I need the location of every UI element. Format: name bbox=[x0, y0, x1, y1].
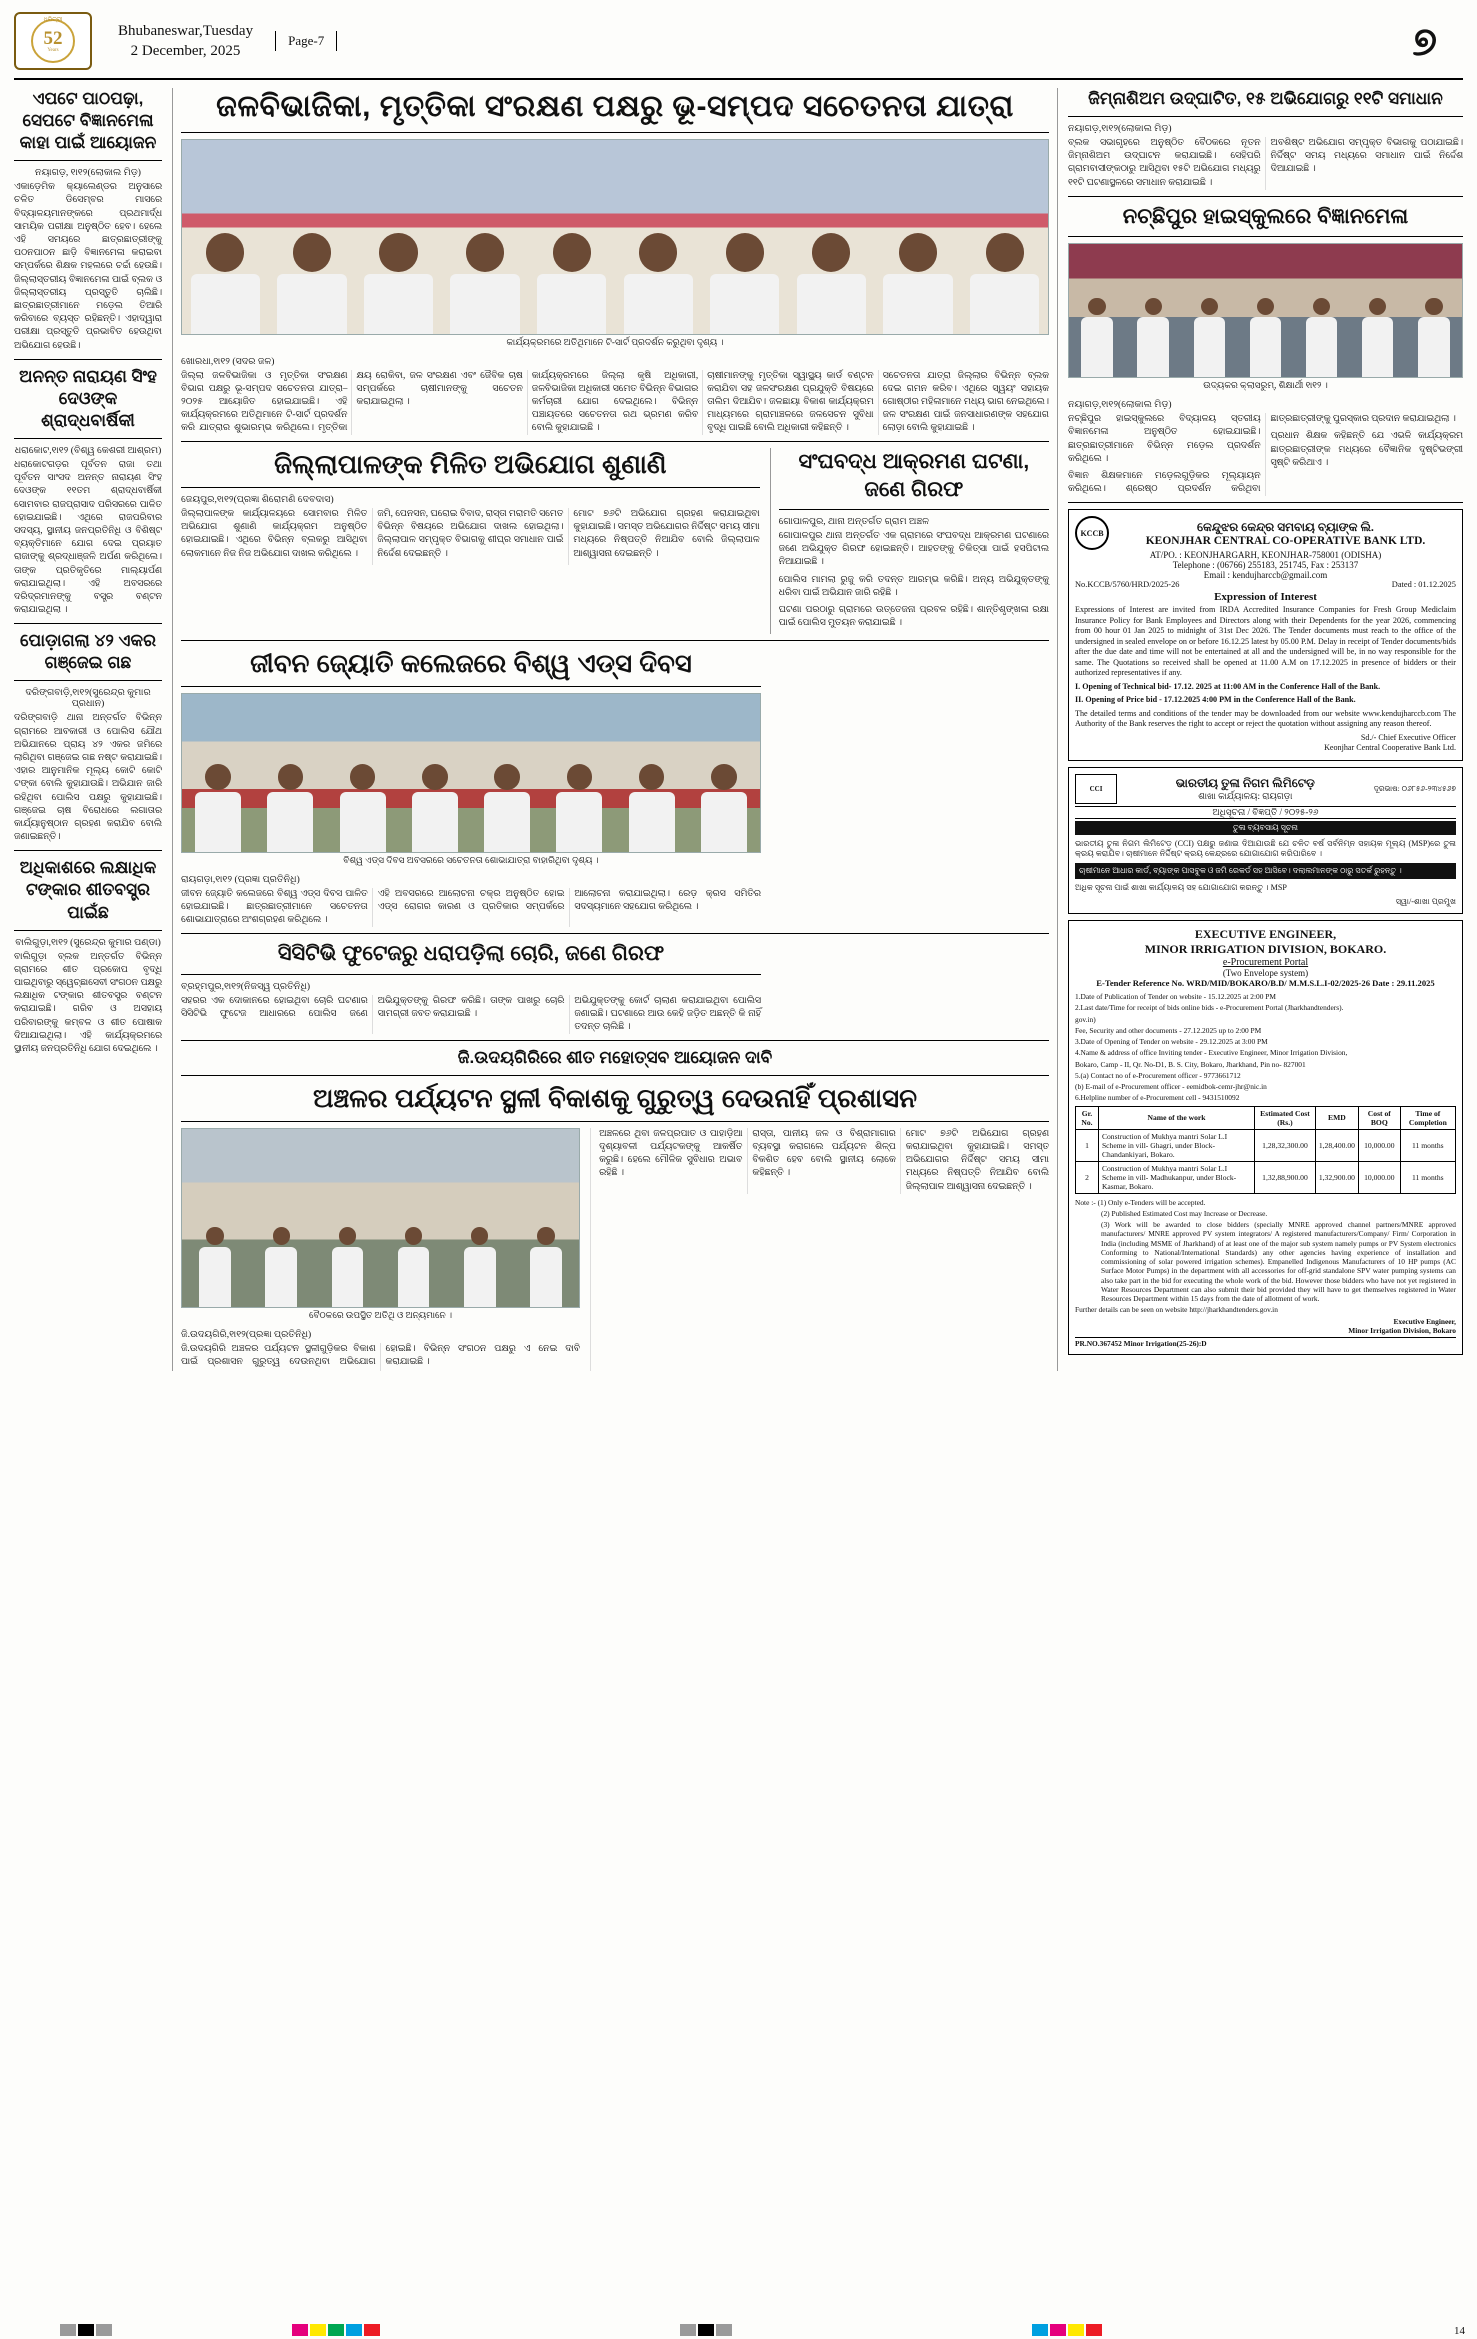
headline: ପୋଡ଼ାଗଲା ୪୨ ଏକର ଗଞ୍ଜେଇ ଗଛ bbox=[20, 631, 156, 673]
column-center bbox=[172, 88, 1058, 1371]
cell-cost: 1,28,32,300.00 bbox=[1255, 1129, 1316, 1161]
eoi-signature-line2: Keonjhar Central Cooperative Bank Ltd. bbox=[1324, 743, 1456, 753]
story-ganja-plants-burned bbox=[14, 630, 162, 844]
story-tourism bbox=[181, 1082, 1049, 1371]
cotton-banner: ତୁଳା ବ୍ୟବସାୟ ସୂଚନା bbox=[1075, 821, 1456, 835]
th-cost-of-boq: Cost of BOQ bbox=[1358, 1106, 1400, 1129]
headline: ଜିମ୍ନାଶିଅମ ଉଦ୍‌ଘାଟିତ, ୧୫ ଅଭିଯୋଗରୁ ୧୧ଟି ସମାଧାନ bbox=[1088, 89, 1443, 108]
logo-top-text: ଧରିତ୍ରୀ bbox=[43, 17, 63, 23]
byline: ବ୍ରହ୍ମପୁର,୧ା୧୨(ନିଜସ୍ୱ ପ୍ରତିନିଧି) bbox=[181, 981, 311, 992]
tender-envelope: (Two Envelope system) bbox=[1222, 968, 1309, 979]
photo-people-group bbox=[182, 754, 760, 852]
lead-headline: ଜଳବିଭାଜିକା, ମୃତ୍ତିକା ସଂରକ୍ଷଣ ପକ୍ଷରୁ ଭୂ-ସମ୍ପଦ ସଚେତନତା ଯାତ୍ରା bbox=[216, 90, 1014, 123]
th-time-of-completion: Time of Completion bbox=[1400, 1106, 1455, 1129]
table-row bbox=[1076, 1129, 1456, 1161]
cell-gr-no: 2 bbox=[1076, 1161, 1099, 1193]
eoi-body: Expressions of Interest are invited from IRDA Accredited Insurance Companies for Fresh Group Mediclaim Insurance Policy for Bank Employees and Directors along with their Dependents for the year 2026, commencing from 00 hour 01 Jan 2025 to midnight of 31st Dec 2026. The Tender documents must reach to the office of the undersigned in sealed envelope on or before 16.12.25 latest by 05.00 P.M. Delay in receipt of Tender documents/bids after the due date and time will not be entertained at all and the undersigned will be, in no way responsible for the same. The Quotations so received shall be opened at 11.00 A.M on 17.12.2025 in presence of bidders or their authorized representatives if any. bbox=[1075, 605, 1456, 678]
headline: ନଚ୍ଛିପୁର ହାଇସ୍କୁଲରେ ବିଜ୍ଞାନମେଳା bbox=[1122, 204, 1409, 228]
eoi-title: Expression of Interest bbox=[1214, 591, 1317, 604]
story-body-left bbox=[181, 1343, 580, 1371]
para-2: ଜମି, ପେନସନ, ଘରୋଇ ବିବାଦ, ରାସ୍ତା ମରାମତି ସମେତ ବିଭିନ୍ନ ବିଷୟରେ ଅଭିଯୋଗ ଦାଖଲ ହୋଇଥିଲା। ଜିଲ୍ଲାପାଳ ସମ୍ପୃକ୍ତ ବିଭାଗକୁ ଶୀଘ୍ର ସମାଧାନ ପାଇଁ ନିର୍ଦ୍ଦେଶ ଦେଇଛନ୍ତି । bbox=[377, 508, 564, 559]
story-gymnasium bbox=[1068, 88, 1463, 190]
byline: ବାଲିଗୁଡ଼ା,୧ା୧୨ (ସୁରେନ୍ଦ୍ର କୁମାର ପଣ୍ଡା) bbox=[15, 937, 161, 948]
tourism-photo-caption: ବୈଠକରେ ଉପସ୍ଥିତ ଅତିଥି ଓ ଅନ୍ୟମାନେ । bbox=[309, 1309, 453, 1320]
logo-anniversary-number: 52 bbox=[43, 28, 63, 49]
byline: ଧରାକୋଟ,୧ା୧୨ (ବିଶ୍ୱ କେଶରୀ ଆଶ୍ରମ) bbox=[14, 446, 162, 456]
color-swatches bbox=[60, 2324, 112, 2336]
para-1: ଗୋପାଳପୁର ଥାନା ଅନ୍ତର୍ଗତ ଏକ ଗ୍ରାମରେ ସଂଘବଦ୍ଧ ଆକ୍ରମଣ ଘଟଣାରେ ଜଣେ ଅଭିଯୁକ୍ତ ଗିରଫ ହୋଇଛନ୍ତି। ଆହତଙ୍କୁ ଚିକିତ୍ସା ପାଇଁ ହସପିଟାଲ ନିଆଯାଇଛି । bbox=[778, 531, 1049, 568]
tender-line-1: 1.Date of Publication of Tender on website - 15.12.2025 at 2:00 PM bbox=[1075, 992, 1276, 1002]
tender-note-2: (2) Published Estimated Cost may Increase or Decrease. bbox=[1101, 1208, 1268, 1218]
bank-name-odia: କେନ୍ଦୁଝର କେନ୍ଦ୍ର ସମବାୟ ବ୍ୟାଙ୍କ ଲି. bbox=[1197, 519, 1374, 534]
tender-line-10: 6.Helpline number of e-Procurement cell - 9431510092 bbox=[1075, 1093, 1240, 1103]
byline: ଦରିଙ୍ଗବାଡ଼ି,୧ା୧୨(ସୁରେନ୍ଦ୍ର କୁମାର ପ୍ରଧାନ) bbox=[25, 688, 151, 710]
eoi-point-1: I. Opening of Technical bid- 17.12. 2025 at 11:00 AM in the Conference Hall of the Bank. bbox=[1075, 681, 1381, 691]
lead-para-2: କାର୍ଯ୍ୟକ୍ରମରେ ଜିଲ୍ଲା କୃଷି ଅଧିକାରୀ, ଜଳବିଭାଜିକା ଅଧିକାରୀ ସମେତ ବିଭିନ୍ନ ବିଭାଗର କର୍ମଚାରୀ ଯୋଗ ଦେଇଥିଲେ। ବିଭିନ୍ନ ପଞ୍ଚାୟତରେ ସଚେତନତା ରଥ ଭ୍ରମଣ କରିବ ବୋଲି କୁହାଯାଇଛି । bbox=[531, 370, 699, 434]
story-body bbox=[181, 508, 760, 565]
bank-ref-date: Dated : 01.12.2025 bbox=[1391, 580, 1456, 590]
tender-date-value: 29.11.2025 bbox=[1396, 978, 1435, 989]
ad-cotton-corporation bbox=[1068, 767, 1463, 914]
cotton-notice-line: ଅଧିସୂଚନା / ବିଜ୍ଞପ୍ତି / ୨୦୨୫-୨୬ bbox=[1075, 806, 1456, 819]
swatch bbox=[1032, 2324, 1048, 2336]
aids-photo-caption: ବିଶ୍ୱ ଏଡ୍ସ ଦିବସ ଅବସରରେ ସଚେତନତା ଶୋଭାଯାତ୍ରା ବାହାରିଥିବା ଦୃଶ୍ୟ । bbox=[343, 854, 599, 865]
byline: ଗୋପାଳପୁର, ଥାନା ଅନ୍ତର୍ଗତ ଗ୍ରାମ ଅଞ୍ଚଳ bbox=[778, 517, 930, 528]
dateline-date: 2 December, 2025 bbox=[130, 43, 241, 59]
cell-emd: 1,28,400.00 bbox=[1315, 1129, 1358, 1161]
story-school-science-fair bbox=[1068, 203, 1463, 496]
tourism-photo bbox=[181, 1128, 580, 1308]
page-number: ୭ bbox=[1412, 18, 1437, 64]
para-3: ମୋଟ ୭୬ଟି ଅଭିଯୋଗ ଗ୍ରହଣ କରାଯାଇଥିବା କୁହାଯାଇଛି। ସମସ୍ତ ଅଭିଯୋଗର ନିର୍ଦ୍ଦିଷ୍ଟ ସମୟ ସୀମା ମଧ୍ୟରେ ନିଷ୍ପତ୍ତି ନିଆଯିବ ବୋଲି ଜିଲ୍ଲାପାଳ ଆଶ୍ୱାସନା ଦେଇଛନ୍ତି । bbox=[573, 508, 760, 559]
th-emd: EMD bbox=[1315, 1106, 1358, 1129]
bank-ref-no: No.KCCB/5760/HRD/2025-26 bbox=[1075, 580, 1180, 590]
swatch bbox=[364, 2324, 380, 2336]
byline: ନୟାଗଡ଼,୧ା୧୨(ଲୋକାଲ ମିଡ଼) bbox=[1068, 124, 1172, 135]
cotton-signature: ସ୍ୱା/-ଶାଖା ପ୍ରମୁଖ bbox=[1395, 896, 1456, 906]
lead-para-4: ସଚେତନତା ଯାତ୍ରା ଜିଲ୍ଲାର ବିଭିନ୍ନ ବ୍ଲକ ଦେଇ ଗମନ କରିବ। ଏଥିରେ ସ୍ୱୟଂ ସହାୟକ ଗୋଷ୍ଠୀର ମହିଳାମାନେ ମଧ୍ୟ ଭାଗ ନେଇଥିଲେ। ଜଳ ସଂରକ୍ଷଣ ପାଇଁ ଜନସାଧାରଣଙ୍କ ସହଯୋଗ ଲୋଡ଼ା ବୋଲି କୁହାଯାଇଛି । bbox=[882, 370, 1049, 434]
column-right bbox=[1068, 88, 1463, 1371]
para-2: ଏହି ଅବସରରେ ଆଲୋଚନା ଚକ୍ର ଅନୁଷ୍ଠିତ ହୋଇ ଏଡ୍ସ ରୋଗର କାରଣ ଓ ପ୍ରତିକାର ସମ୍ପର୍କରେ ଆଲୋଚନା କରାଯାଇଥିଲା। ରେଡ଼ କ୍ରସ ସମିତିର ସଦସ୍ୟମାନେ ସହଯୋଗ କରିଥିଲେ । bbox=[377, 888, 761, 913]
th-name-of-work: Name of the work bbox=[1098, 1106, 1254, 1129]
bank-address: AT/PO. : KEONJHARGARH, KEONJHAR-758001 (ODISHA) bbox=[1149, 550, 1382, 561]
swatch bbox=[346, 2324, 362, 2336]
headline: ସଂଘବଦ୍ଧ ଆକ୍ରମଣ ଘଟଣା, ଜଣେ ଗିରଫ bbox=[798, 450, 1030, 501]
lead-byline: ଖୋରଧା,୧ା୧୨ (ସଦର ଜଳ) bbox=[181, 356, 275, 367]
cell-emd: 1,32,900.00 bbox=[1315, 1161, 1358, 1193]
cotton-highlight: ଚାଷୀମାନେ ଆଧାର କାର୍ଡ, ବ୍ୟାଙ୍କ ପାସବୁକ ଓ ଜମି ରେକର୍ଡ ସହ ଆସିବେ। ଦଲାଲମାନଙ୍କ ଠାରୁ ସତର୍କ ରୁହନ୍ତୁ । bbox=[1075, 863, 1456, 879]
tender-line-9: (b) E-mail of e-Procurement officer - eemidbok-cemr-jhr@nic.in bbox=[1075, 1082, 1267, 1092]
swatch bbox=[60, 2324, 76, 2336]
headline: ଅଞ୍ଚଳର ପର୍ଯ୍ୟଟନ ସ୍ଥଳୀ ବିକାଶକୁ ଗୁରୁତ୍ୱ ଦେଉନାହିଁ ପ୍ରଶାସନ bbox=[312, 1083, 918, 1114]
tender-line-5: 3.Date of Opening of Tender on website - 29.12.2025 at 3:00 PM bbox=[1075, 1037, 1268, 1047]
tender-line-6: 4.Name & address of office Inviting tender - Executive Engineer, Minor Irrigation Division, bbox=[1075, 1048, 1348, 1058]
story-cctv-theft bbox=[181, 940, 761, 1034]
photo-people-group bbox=[182, 1197, 579, 1307]
tender-line-7: Bokaro, Camp - II, Qr. No-D1, B. S. City, Bokaro, Jharkhand, Pin no- 827001 bbox=[1075, 1059, 1306, 1069]
cotton-branch: ଶାଖା କାର୍ଯ୍ୟାଳୟ: ରାୟଗଡ଼ା bbox=[1198, 790, 1293, 801]
byline: ନୟାଗଡ଼, ୧ା୧୨(ଲୋକାଲ ମିଡ଼) bbox=[35, 168, 141, 179]
swatch bbox=[1068, 2324, 1084, 2336]
para-2: ବିଜ୍ଞାନ ଶିକ୍ଷକମାନେ ମଡ଼େଲଗୁଡ଼ିକର ମୂଲ୍ୟାୟନ କରିଥିଲେ। ଶ୍ରେଷ୍ଠ ପ୍ରଦର୍ଶନ କରିଥିବା ଛାତ୍ରଛାତ୍ରୀଙ୍କୁ ପୁରସ୍କାର ପ୍ରଦାନ କରାଯାଇଥିଲା । bbox=[1068, 414, 1456, 495]
lead-para-1: ଜିଲ୍ଲା ଜଳବିଭାଜିକା ଓ ମୃତ୍ତିକା ସଂରକ୍ଷଣ ବିଭାଗ ପକ୍ଷରୁ ଭୂ-ସମ୍ପଦ ସଚେତନତା ଯାତ୍ରା– ୨୦୨୫ ଆୟୋଜିତ ହୋଇଯାଇଛି। ଏହି କାର୍ଯ୍ୟକ୍ରମରେ ଅତିଥିମାନେ ଟି-ସାର୍ଟ ପ୍ରଦର୍ଶନ କରି ଯାତ୍ରାର ଶୁଭାରମ୍ଭ କରିଥିଲେ। ମୃତ୍ତିକା କ୍ଷୟ ରୋକିବା, ଜଳ ସଂରକ୍ଷଣ ଏବଂ ଜୈବିକ ଚାଷ ସମ୍ପର୍କରେ ଚାଷୀମାନଙ୍କୁ ସଚେତନ କରାଯାଇଥିଲା । bbox=[181, 370, 523, 434]
cotton-org-name: ଭାରତୀୟ ତୁଳା ନିଗମ ଲିମିଟେଡ଼ bbox=[1175, 775, 1315, 790]
tender-note-1: Note :- (1) Only e-Tenders will be accepted. bbox=[1075, 1197, 1206, 1207]
para-2: ପୋଲିସ ମାମଲା ରୁଜୁ କରି ତଦନ୍ତ ଆରମ୍ଭ କରିଛି। ଅନ୍ୟ ଅଭିଯୁକ୍ତଙ୍କୁ ଧରିବା ପାଇଁ ଅଭିଯାନ ଜାରି ରହିଛି । bbox=[778, 574, 1049, 598]
story-anant-narayan-singh bbox=[14, 366, 162, 618]
table-row bbox=[1076, 1161, 1456, 1193]
headline-winter-festival: ଜି.ଉଦୟଗିରିରେ ଶୀତ ମହୋତ୍ସବ ଆୟୋଜନ ଦାବି bbox=[457, 1048, 773, 1068]
cotton-phone: ଦୂରଭାଷ: ୦୬୮୫୬-୨୩୪୫୬୭ bbox=[1373, 783, 1456, 793]
headline: ଅଧିକାଶରେ ଲକ୍ଷାଧିକ ଟଙ୍କାର ଶୀତବସ୍ତ୍ର ପାଇଁଛ bbox=[19, 858, 157, 922]
cell-time: 11 months bbox=[1400, 1129, 1455, 1161]
tender-signature-2: Minor Irrigation Division, Bokaro bbox=[1348, 1325, 1456, 1335]
para-3: ପ୍ରଧାନ ଶିକ୍ଷକ କହିଛନ୍ତି ଯେ ଏଭଳି କାର୍ଯ୍ୟକ୍ରମ ଛାତ୍ରଛାତ୍ରୀଙ୍କ ମଧ୍ୟରେ ବୈଜ୍ଞାନିକ ଦୃଷ୍ଟିଭଙ୍ଗୀ ସୃଷ୍ଟି କରିଥାଏ । bbox=[1270, 431, 1463, 468]
swatch bbox=[1086, 2324, 1102, 2336]
th-gr-no: Gr. No. bbox=[1076, 1106, 1099, 1129]
story-aids-day bbox=[181, 647, 761, 927]
story-collector-hearing bbox=[181, 448, 760, 634]
story-science-fair-left bbox=[14, 88, 162, 353]
tender-line-2: 2.Last date/Time for receipt of bids online bids - e-Procurement Portal (Jharkhandtenders). bbox=[1075, 1003, 1344, 1013]
byline: ନୟାଗଡ଼,୧ା୧୨(ଲୋକାଲ ମିଡ଼) bbox=[1068, 400, 1172, 411]
swatch bbox=[716, 2324, 732, 2336]
tender-note-4: Further details can be seen on website http://jharkhandtenders.gov.in bbox=[1075, 1305, 1278, 1315]
headline: ଏପଟେ ପାଠପଢ଼ା, ସେପଟେ ବିଜ୍ଞାନମେଳା କାହା ପାଇଁ ଆୟୋଜନ bbox=[19, 89, 157, 153]
story-body bbox=[181, 888, 761, 928]
lead-photo-caption: କାର୍ଯ୍ୟକ୍ରମରେ ଅତିଥିମାନେ ଟି-ସାର୍ଟ ପ୍ରଦର୍ଶନ କରୁଥିବା ଦୃଶ୍ୟ । bbox=[506, 336, 724, 347]
story-body bbox=[779, 530, 1049, 630]
eoi-signature-line1: Sd./- Chief Executive Officer bbox=[1360, 732, 1456, 742]
story-body: ବାଲିଗୁଡ଼ା ବ୍ଲକ ଅନ୍ତର୍ଗତ ବିଭିନ୍ନ ଗ୍ରାମରେ ଶୀତ ପ୍ରକୋପ ବୃଦ୍ଧି ପାଇଥିବାରୁ ସ୍ୱେଚ୍ଛାସେବୀ ସଂଗଠନ ପକ୍ଷରୁ ଲକ୍ଷାଧିକ ଟଙ୍କାର ଶୀତବସ୍ତ୍ର ବଣ୍ଟନ କରାଯାଇଛି। ଗରିବ ଓ ଅସହାୟ ପରିବାରଙ୍କୁ କମ୍ବଳ ଓ ଶୀତ ପୋଷାକ ଦିଆଯାଇଥିଲା। ଏହି କାର୍ଯ୍ୟକ୍ରମରେ ସ୍ଥାନୀୟ ଜନପ୍ରତିନିଧି ଯୋଗ ଦେଇଥିଲେ । bbox=[14, 951, 162, 1054]
logo-years-label: Years bbox=[47, 48, 59, 53]
headline: ଜିଲ୍ଲାପାଳଙ୍କ ମିଳିତ ଅଭିଯୋଗ ଶୁଣାଣି bbox=[274, 449, 667, 480]
cell-work: Construction of Mukhya mantri Solar L.I Scheme in vill- Madhukanpur, under Block-Kasmar, Bokaro. bbox=[1098, 1161, 1254, 1193]
para-1: ନଚ୍ଛିପୁର ହାଇସ୍କୁଲରେ ବିଦ୍ୟାଳୟ ସ୍ତରୀୟ ବିଜ୍ଞାନମେଳା ଅନୁଷ୍ଠିତ ହୋଇଯାଇଛି। ଛାତ୍ରଛାତ୍ରୀମାନେ ବିଭିନ୍ନ ମଡ଼େଲ ପ୍ରଦର୍ଶନ କରିଥିଲେ । bbox=[1068, 414, 1261, 464]
cell-time: 11 months bbox=[1400, 1161, 1455, 1193]
headline: ଅନନ୍ତ ନାରାୟଣ ସିଂହ ଦେଓଙ୍କ ଶ୍ରାଦ୍ଧବାର୍ଷିକୀ bbox=[19, 366, 157, 430]
cell-cost: 1,32,88,900.00 bbox=[1255, 1161, 1316, 1193]
lead-body bbox=[181, 370, 1049, 436]
cotton-body-2: ଅଧିକ ସୂଚନା ପାଇଁ ଶାଖା କାର୍ଯ୍ୟାଳୟ ସହ ଯୋଗାଯୋଗ କରନ୍ତୁ । MSP bbox=[1075, 883, 1287, 892]
para-3: ରାସ୍ତା, ପାନୀୟ ଜଳ ଓ ବିଶ୍ରାମାଗାର ବ୍ୟବସ୍ଥା କରାଗଲେ ପର୍ଯ୍ୟଟନ ଶିଳ୍ପ ବିକଶିତ ହେବ ବୋଲି ସ୍ଥାନୀୟ ଲୋକେ କହିଛନ୍ତି । bbox=[752, 1128, 896, 1179]
swatch bbox=[680, 2324, 696, 2336]
story-body bbox=[181, 995, 761, 1035]
headline: ସିସିଟିଭି ଫୁଟେଜରୁ ଧରାପଡ଼ିଲା ଚୋରି, ଜଣେ ଗିରଫ bbox=[277, 942, 665, 966]
lead-story bbox=[181, 88, 1049, 435]
bank-phone: Telephone : (06766) 255183, 251745, Fax : 253137 bbox=[1172, 560, 1359, 571]
story-winter-clothes bbox=[14, 857, 162, 1056]
print-registration-bar bbox=[0, 2321, 1477, 2339]
masthead bbox=[14, 10, 1463, 80]
story-body bbox=[1068, 137, 1463, 190]
para-1: ସହରର ଏକ ଦୋକାନରେ ହୋଇଥିବା ଚୋରି ଘଟଣାର ସିସିଟିଭି ଫୁଟେଜ ଆଧାରରେ ପୋଲିସ ଜଣେ ଅଭିଯୁକ୍ତଙ୍କୁ ଗିରଫ କରିଛି। ତାଙ୍କ ପାଖରୁ ଚୋରି ସାମଗ୍ରୀ ଜବତ କରାଯାଇଛି । bbox=[181, 995, 565, 1019]
story-group-attack bbox=[770, 448, 1049, 634]
lead-para-3: ଚାଷୀମାନଙ୍କୁ ମୃତ୍ତିକା ସ୍ୱାସ୍ଥ୍ୟ କାର୍ଡ ବଣ୍ଟନ କରାଯିବା ସହ ଜଳସଂରକ୍ଷଣ ପ୍ରଯୁକ୍ତି ବିଷୟରେ ତାଲିମ ଦିଆଯିବ। ଜଳଛାୟା ବିକାଶ କାର୍ଯ୍ୟକ୍ରମ ମାଧ୍ୟମରେ ଗ୍ରାମାଞ୍ଚଳରେ ଜଳସେଚନ ସୁବିଧା ବୃଦ୍ଧି ପାଇଛି ବୋଲି ଅଧିକାରୀ କହିଛନ୍ତି । bbox=[707, 370, 874, 434]
aids-photo bbox=[181, 693, 761, 853]
story-body bbox=[1068, 413, 1463, 496]
tender-ref-label: E-Tender Reference No. WRD/MID/BOKARO/B.D/ M.M.S.L.I-02/2025-26 bbox=[1096, 978, 1370, 989]
photo-people-group bbox=[182, 213, 1048, 333]
cell-boq: 10,000.00 bbox=[1358, 1129, 1400, 1161]
photo-people-group bbox=[1069, 295, 1462, 377]
tender-portal: e-Procurement Portal bbox=[1222, 957, 1309, 969]
tender-line-3: gov.in) bbox=[1075, 1014, 1096, 1024]
para-3: ଘଟଣା ପରଠାରୁ ଗ୍ରାମରେ ଉତ୍ତେଜନା ପ୍ରବଳ ରହିଛି। ଶାନ୍ତିଶୃଙ୍ଖଳା ରକ୍ଷା ପାଇଁ ପୋଲିସ ମୁତୟନ କରାଯାଇଛି । bbox=[778, 604, 1049, 629]
para-2: ଅଞ୍ଚଳରେ ଥିବା ଜଳପ୍ରପାତ ଓ ପାହାଡ଼ିଆ ଦୃଶ୍ୟାବଳୀ ପର୍ଯ୍ୟଟକଙ୍କୁ ଆକର୍ଷିତ କରୁଛି। ହେଲେ ମୌଳିକ ସୁବିଧାର ଅଭାବ ରହିଛି । bbox=[599, 1128, 743, 1179]
para-4: ମୋଟ ୭୬ଟି ଅଭିଯୋଗ ଗ୍ରହଣ କରାଯାଇଥିବା କୁହାଯାଇଛି। ସମସ୍ତ ଅଭିଯୋଗର ନିର୍ଦ୍ଦିଷ୍ଟ ସମୟ ସୀମା ମଧ୍ୟରେ ନିଷ୍ପତ୍ତି ନିଆଯିବ ବୋଲି ଜିଲ୍ଲାପାଳ ଆଶ୍ୱାସନା ଦେଇଛନ୍ତି । bbox=[905, 1128, 1049, 1192]
tender-title-1: EXECUTIVE ENGINEER, bbox=[1194, 927, 1337, 942]
headline: ଜୀବନ ଜ୍ୟୋତି କଲେଜରେ ବିଶ୍ୱ ଏଡ୍ସ ଦିବସ bbox=[250, 648, 692, 679]
ad-keonjhar-bank bbox=[1068, 509, 1463, 761]
tender-title-2: MINOR IRRIGATION DIVISION, BOKARO. bbox=[1144, 942, 1387, 957]
bank-name-en: KEONJHAR CENTRAL CO-OPERATIVE BANK LTD. bbox=[1145, 534, 1426, 547]
story-body-right bbox=[599, 1128, 1049, 1194]
tender-note-3: (3) Work will be awarded to close bidders (specially MNRE approved channel partners/MNRE approved manufacturers/ MNRE approved PV system integrators/ A registered manufacturers/Company/ Firm/ Corporation in India (including MSME of Jharkhand) of at least one of the major sub system namely pumps or PV System electronics Conforming to National/International Standards) any other agencies having experience of installation and commissioning of solar powered irrigation schemes). Empanelled Indigenous Manufacturers of 10 HP pumps (AC Surface Motor Pumps) in the department with all accessories for off-grid standalone SPV water pumping systems can also take part in the bid for executing the whole work of the bid. However those bidders who have not yet registered in Water Resources Department can also submit their bid provided they will have to get themselves registered in Water Resources Department within 15 days from the date of allotment of work. bbox=[1101, 1220, 1456, 1304]
logo-ring bbox=[31, 19, 75, 63]
page-label: Page-7 bbox=[275, 31, 337, 51]
tender-pr-no: PR.NO.367452 Minor Irrigation(25-26):D bbox=[1075, 1337, 1456, 1348]
eoi-point-2: II. Opening of Price bid - 17.12.2025 4:00 PM in the Conference Hall of the Bank. bbox=[1075, 695, 1356, 705]
tender-date-label: Date : bbox=[1372, 978, 1395, 989]
publication-logo bbox=[14, 12, 92, 70]
center-row-2 bbox=[181, 448, 1049, 634]
story-body: ଏକାଡ଼େମିକ କ୍ୟାଲେଣ୍ଡର ଅନୁସାରେ ଚଳିତ ଡିସେମ୍ବର ମାସରେ ବିଦ୍ୟାଳୟମାନଙ୍କରେ ପ୍ରଥମାର୍ଦ୍ଧ ସାମୟିକ ପରୀକ୍ଷା ଅନୁଷ୍ଠିତ ହେବ। ହେଲେ ଏହି ସମୟରେ ଛାତ୍ରଛାତ୍ରୀଙ୍କୁ ପଠନପାଠନ ଛାଡ଼ି ବିଜ୍ଞାନମେଳା କରାଇବା ସମ୍ପର୍କରେ ଶିକ୍ଷକ ମହଲରେ ଚର୍ଚ୍ଚା ହେଉଛି। ଜିଲ୍ଲାସ୍ତରୀୟ ବିଜ୍ଞାନମେଳା ପାଇଁ ବ୍ଲକ ଓ ଜିଲ୍ଲାସ୍ତରୀୟ ପ୍ରସ୍ତୁତି ଚାଲିଛି। ଛାତ୍ରଛାତ୍ରୀମାନେ ମଡ଼େଲ ତିଆରି କରିବାରେ ବ୍ୟସ୍ତ ରହିଛନ୍ତି। ଏହାଦ୍ୱାରା ପରୀକ୍ଷା ପ୍ରସ୍ତୁତି ପ୍ରଭାବିତ ହେଉଥିବା ଅଭିଯୋଗ ହେଉଛି। bbox=[14, 182, 162, 351]
cell-work: Construction of Mukhya mantri Solar L.I Scheme in vill- Ghagri, under Block-Chandankiyari, Bokaro. bbox=[1098, 1129, 1254, 1161]
dateline bbox=[118, 21, 253, 62]
story-body: ଧରାକୋଟଗଡ଼ର ପୂର୍ବତନ ରାଜା ତଥା ପୂର୍ବତନ ସାଂସଦ ଅନନ୍ତ ନାରାୟଣ ସିଂହ ଦେଓଙ୍କ ୧୧ତମ ଶ୍ରାଦ୍ଧବାର୍ଷିକୀ ସୋମବାର ରାଜପ୍ରାସାଦ ପରିସରରେ ପାଳିତ ହୋଇଯାଇଛି। ଏଥିରେ ରାଜପରିବାର ସଦସ୍ୟ, ସ୍ଥାନୀୟ ଜନପ୍ରତିନିଧି ଓ ବିଶିଷ୍ଟ ବ୍ୟକ୍ତିମାନେ ଯୋଗ ଦେଇ ପ୍ରୟାତ ରାଜାଙ୍କୁ ଶ୍ରଦ୍ଧାଞ୍ଜଳି ଅର୍ପଣ କରିଥିଲେ। ତାଙ୍କ ପ୍ରତିକୃତିରେ ମାଲ୍ୟାର୍ପଣ କରାଯାଇଥିଲା। ଏହି ଅବସରରେ ଦରିଦ୍ରମାନଙ୍କୁ ବସ୍ତ୍ର ବଣ୍ଟନ କରାଯାଇଥିଲା । bbox=[14, 460, 162, 616]
folio-number: 14 bbox=[1454, 2325, 1465, 2337]
cotton-body-1: ଭାରତୀୟ ତୁଳା ନିଗମ ଲିମିଟେଡ଼ (CCI) ପକ୍ଷରୁ ଜଣାଇ ଦିଆଯାଉଛି ଯେ ଚଳିତ ବର୍ଷ ସର୍ବନିମ୍ନ ସହାୟକ ମୂଲ୍ୟ (MSP)ରେ ତୁଳା କ୍ରୟ କରାଯିବ। ଚାଷୀମାନେ ନିର୍ଦ୍ଦିଷ୍ଟ କ୍ରୟ କେନ୍ଦ୍ରରେ ଯୋଗାଯୋଗ କରିପାରିବେ । bbox=[1075, 838, 1456, 859]
tender-signature-1: Executive Engineer, bbox=[1393, 1316, 1456, 1326]
cell-boq: 10,000.00 bbox=[1358, 1161, 1400, 1193]
swatch bbox=[310, 2324, 326, 2336]
ad-minor-irrigation-tender bbox=[1068, 920, 1463, 1355]
th-estimated-cost: Estimated Cost (Rs.) bbox=[1255, 1106, 1316, 1129]
swatch bbox=[96, 2324, 112, 2336]
byline: ରାୟଗଡ଼ା,୧ା୧୨ (ପ୍ରଜ୍ଞା ପ୍ରତିନିଧି) bbox=[181, 874, 300, 885]
tender-table bbox=[1075, 1106, 1456, 1194]
classroom-photo bbox=[1068, 243, 1463, 378]
swatch bbox=[1050, 2324, 1066, 2336]
cell-gr-no: 1 bbox=[1076, 1129, 1099, 1161]
bank-email: Email : kendujharccb@gmail.com bbox=[1203, 570, 1328, 581]
lead-photo bbox=[181, 139, 1049, 335]
bank-logo-icon: KCCB bbox=[1075, 516, 1109, 550]
swatch bbox=[698, 2324, 714, 2336]
para-2: ଅଭିଯୁକ୍ତଙ୍କୁ କୋର୍ଟ ଚାଲାଣ କରାଯାଇଥିବା ପୋଲିସ ଜଣାଇଛି। ଘଟଣାରେ ଆଉ କେହି ଜଡ଼ିତ ଅଛନ୍ତି କି ନାହିଁ ତଦନ୍ତ ଚାଲିଛି । bbox=[574, 995, 761, 1033]
tender-line-8: 5.(a) Contact no of e-Procurement officer - 9773661712 bbox=[1075, 1070, 1241, 1080]
byline: ଜେୟପୁର,୧ା୧୨(ପ୍ରଜ୍ଞା ଶିରୋମଣି ଦେବଦାସ) bbox=[181, 494, 334, 505]
para-1: ଜିଲ୍ଲାପାଳଙ୍କ କାର୍ଯ୍ୟାଳୟରେ ସୋମବାର ମିଳିତ ଅଭିଯୋଗ ଶୁଣାଣି କାର୍ଯ୍ୟକ୍ରମ ଅନୁଷ୍ଠିତ ହୋଇଯାଇଛି। ଏଥିରେ ବିଭିନ୍ନ ବ୍ଲକରୁ ଆସିଥିବା ଲୋକମାନେ ନିଜ ନିଜ ଅଭିଯୋଗ ଦାଖଲ କରିଥିଲେ । bbox=[181, 508, 368, 559]
para-1: ଜୀବନ ଜ୍ୟୋତି କଲେଜରେ ବିଶ୍ୱ ଏଡ୍ସ ଦିବସ ପାଳିତ ହୋଇଯାଇଛି। ଛାତ୍ରଛାତ୍ରୀମାନେ ସଚେତନତା ଶୋଭାଯାତ୍ରାରେ ଅଂଶଗ୍ରହଣ କରିଥିଲେ । bbox=[181, 888, 368, 926]
swatch bbox=[328, 2324, 344, 2336]
byline: ଜି.ଉଦୟଗିରି,୧ା୧୨(ପ୍ରଜ୍ଞା ପ୍ରତିନିଧି) bbox=[181, 1329, 312, 1340]
column-left bbox=[14, 88, 162, 1371]
para-1: ବ୍ଲକ ସଭାଗୃହରେ ଅନୁଷ୍ଠିତ ବୈଠକରେ ନୂତନ ଜିମ୍ନାଶିଅମ ଉଦ୍‌ଘାଟନ କରାଯାଇଛି। ସେହିପରି ଗ୍ରାମବାସୀଙ୍କଠାରୁ ଆସିଥିବା ୧୫ଟି ଅଭିଯୋଗ ମଧ୍ୟରୁ ୧୧ଟି ଘଟଣାସ୍ଥଳରେ ସମାଧାନ କରାଯାଇଛି । bbox=[1068, 138, 1261, 188]
swatch bbox=[78, 2324, 94, 2336]
tender-line-4: Fee, Security and other documents - 27.12.2025 up to 2:00 PM bbox=[1075, 1025, 1262, 1035]
swatch bbox=[292, 2324, 308, 2336]
para-2: ଅବଶିଷ୍ଟ ଅଭିଯୋଗ ସମ୍ପୃକ୍ତ ବିଭାଗକୁ ପଠାଯାଇଛି। ନିର୍ଦ୍ଦିଷ୍ଟ ସମୟ ମଧ୍ୟରେ ସମାଧାନ ପାଇଁ ନିର୍ଦ୍ଦେଶ ଦିଆଯାଇଛି । bbox=[1270, 138, 1463, 175]
eoi-footer: The detailed terms and conditions of the tender may be downloaded from our website www.kendujharccb.com The Authority of the Bank reserves the right to accept or reject the quotation without assigning any reason thereof. bbox=[1075, 708, 1456, 729]
classroom-photo-caption: ଉଦ୍ୟକର କ୍ଲାସରୁମ୍, ଶିକ୍ଷାର୍ଥୀ ୧ା୧୨ । bbox=[1203, 380, 1328, 391]
page-grid bbox=[14, 88, 1463, 1371]
table-header-row bbox=[1076, 1106, 1456, 1129]
para-1: ଜି.ଉଦୟଗିରି ଅଞ୍ଚଳର ପର୍ଯ୍ୟଟନ ସ୍ଥଳୀଗୁଡ଼ିକର ବିକାଶ ପାଇଁ ପ୍ରଶାସନ ଗୁରୁତ୍ୱ ଦେଉନଥିବା ଅଭିଯୋଗ ହୋଇଛି। ବିଭିନ୍ନ ସଂଗଠନ ପକ୍ଷରୁ ଏ ନେଇ ଦାବି କରାଯାଇଛି । bbox=[181, 1343, 581, 1368]
story-body: ଦରିଙ୍ଗବାଡ଼ି ଥାନା ଅନ୍ତର୍ଗତ ବିଭିନ୍ନ ଗ୍ରାମରେ ଆବକାରୀ ଓ ପୋଲିସ ଯୌଥ ଅଭିଯାନରେ ପ୍ରାୟ ୪୨ ଏକର ଜମିରେ ଲାଗିଥିବା ଗଞ୍ଜେଇ ଗଛ ନଷ୍ଟ କରାଯାଇଛି। ଏହାର ଆନୁମାନିକ ମୂଲ୍ୟ କୋଟି କୋଟି ଟଙ୍କା ବୋଲି କୁହାଯାଉଛି। ଅଭିଯାନ ଜାରି ରହିଥିବା ପୋଲିସ ପକ୍ଷରୁ କୁହାଯାଇଛି। ଗଞ୍ଜେଇ ଚାଷ ବିରୋଧରେ ଲଗାତାର କାର୍ଯ୍ୟାନୁଷ୍ଠାନ ଗ୍ରହଣ କରାଯିବ ବୋଲି ଜଣାଇଛନ୍ତି। bbox=[14, 713, 162, 843]
cci-logo-icon: CCI bbox=[1075, 774, 1117, 804]
dateline-place: Bhubaneswar,Tuesday bbox=[118, 22, 254, 39]
